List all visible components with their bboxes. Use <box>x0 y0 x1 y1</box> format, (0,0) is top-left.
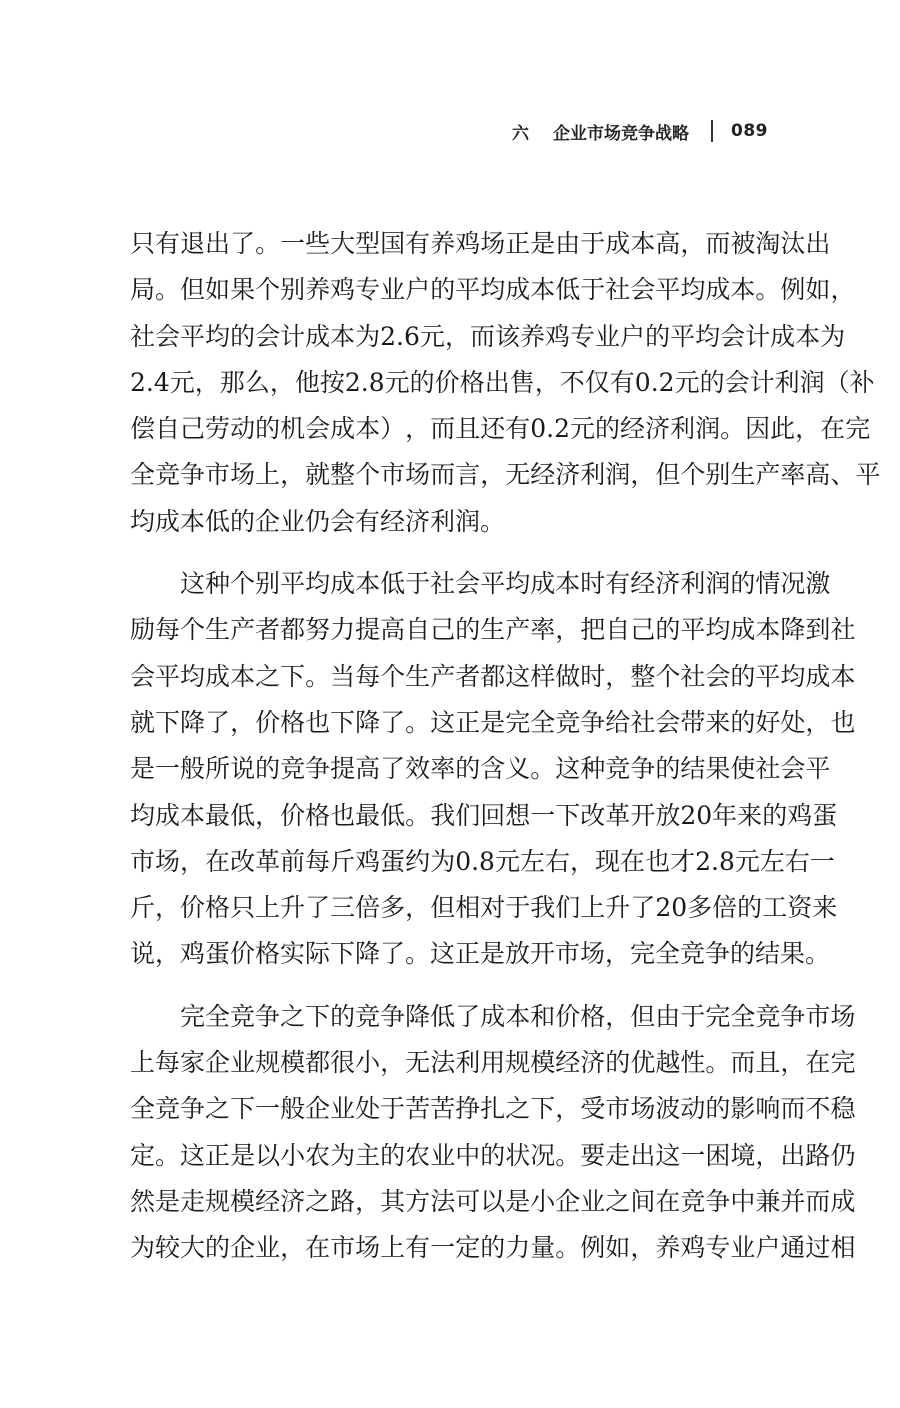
paragraph-gap <box>130 978 770 994</box>
text-line: 斤 ， 价 格 只 上 升 了 三 倍 多 ， 但 相 对 于 我 们 上 升 了 20 多 倍 的 工 资 来 <box>130 893 838 923</box>
text-line: 然 是 走 规 模 经 济 之 路 ， 其 方 法 可 以 是 小 企 业 之 间 在 竞 争 中 兼 并 而 成 <box>130 1186 856 1216</box>
text-line: 只 有 退 出 了 。 一 些 大 型 国 有 养 鸡 场 正 是 由 于 成 本 高 ， 而 被 淘 汰 出 <box>130 229 831 258</box>
text-line: 局 。 但 如 果 个 别 养 鸡 专 业 户 的 平 均 成 本 低 于 社 会 平 均 成 本 。 例 如 ， <box>130 275 856 305</box>
text-line: 偿 自 己 劳 动 的 机 会 成 本 ） ， 而 且 还 有 0.2 元 的 经 济 利 润 。 因 此 ， 在 完 <box>130 414 871 444</box>
text-line: 为 较 大 的 企 业 ， 在 市 场 上 有 一 定 的 力 量 。 例 如 ， 养 鸡 专 业 户 通 过 相 <box>130 1233 856 1263</box>
text-line: 市 场 ， 在 改 革 前 每 斤 鸡 蛋 约 为 0.8 元 左 右 ， 现 在 也 才 2.8 元 左 右 一 <box>130 846 835 876</box>
header-divider <box>711 120 713 142</box>
running-header <box>512 118 768 144</box>
text-line: 是 一 般 所 说 的 竞 争 提 高 了 效 率 的 含 义 。 这 种 竞 争 的 结 果 使 社 会 平 <box>130 754 831 784</box>
text-line: 说，鸡蛋价格实际下降了。这正是放开市场，完全竞争的结果。 <box>130 939 831 969</box>
text-line: 2.4 元 ， 那 么 ， 他 按 2.8 元 的 价 格 出 售 ， 不 仅 有 0.2 元 的 会 计 利 润 （ 补 <box>130 367 875 397</box>
paragraph-1 <box>130 221 881 545</box>
text-line: 均成本低的企业仍会有经济利润。 <box>130 506 506 536</box>
page-number: 089 <box>731 121 768 141</box>
chapter-number: 六 <box>512 123 529 144</box>
text-line: 就 下 降 了 ， 价 格 也 下 降 了 。 这 正 是 完 全 竞 争 给 社 会 带 来 的 好 处 ， 也 <box>130 707 856 737</box>
paragraph-gap <box>130 545 770 561</box>
paragraph-3 <box>130 994 856 1272</box>
text-line: 会 平 均 成 本 之 下 。 当 每 个 生 产 者 都 这 样 做 时 ， 整 个 社 会 的 平 均 成 本 <box>130 661 856 691</box>
text-line: 均 成 本 最 低 ， 价 格 也 最 低 。 我 们 回 想 一 下 改 革 开 放 20 年 来 的 鸡 蛋 <box>130 800 838 830</box>
body-text <box>130 221 881 1272</box>
text-line: 全 竞 争 之 下 一 般 企 业 处 于 苦 苦 挣 扎 之 下 ， 受 市 场 波 动 的 影 响 而 不 稳 <box>130 1094 856 1124</box>
text-line: 上 每 家 企 业 规 模 都 很 小 ， 无 法 利 用 规 模 经 济 的 优 越 性 。 而 且 ， 在 完 <box>130 1048 856 1078</box>
paragraph-2 <box>130 561 856 978</box>
text-line: 这 种 个 别 平 均 成 本 低 于 社 会 平 均 成 本 时 有 经 济 利 润 的 情 况 激 <box>180 569 831 599</box>
chapter-title: 企业市场竞争战略 <box>553 123 689 144</box>
text-line: 励 每 个 生 产 者 都 努 力 提 高 自 己 的 生 产 率 ， 把 自 己 的 平 均 成 本 降 到 社 <box>130 615 856 645</box>
text-line: 定 。 这 正 是 以 小 农 为 主 的 农 业 中 的 状 况 。 要 走 出 这 一 困 境 ， 出 路 仍 <box>130 1140 856 1170</box>
text-line: 完 全 竞 争 之 下 的 竞 争 降 低 了 成 本 和 价 格 ， 但 由 于 完 全 竞 争 市 场 <box>180 1001 856 1031</box>
text-line: 社 会 平 均 的 会 计 成 本 为 2.6 元 ， 而 该 养 鸡 专 业 户 的 平 均 会 计 成 本 为 <box>130 321 846 351</box>
text-line: 全 竞 争 市 场 上 ， 就 整 个 市 场 而 言 ， 无 经 济 利 润 ， 但 个 别 生 产 率 高 、 平 <box>130 460 881 490</box>
